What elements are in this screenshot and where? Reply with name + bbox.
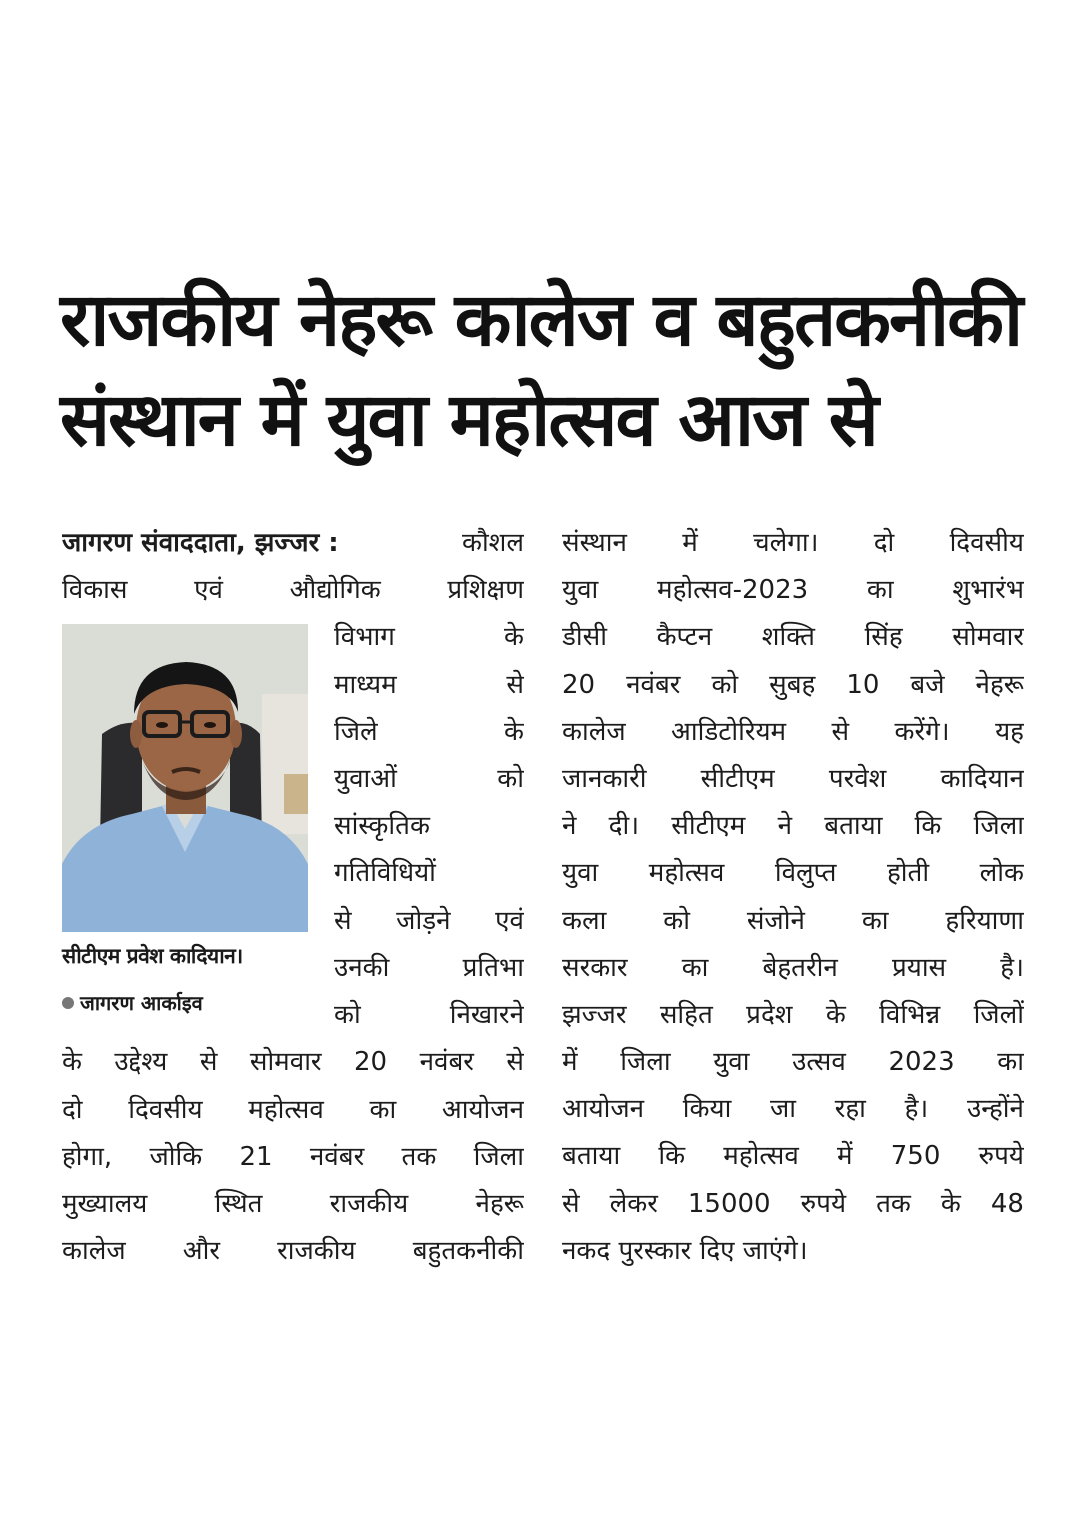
word: माध्यम	[334, 669, 397, 700]
word: कला	[562, 905, 607, 936]
word: प्रयास	[891, 952, 947, 983]
word: 750	[890, 1141, 941, 1172]
word: रुपये	[800, 1188, 847, 1219]
word: डीसी	[562, 622, 607, 653]
word: झज्जर	[562, 999, 627, 1030]
word: नवंबर	[626, 669, 681, 700]
word: दो	[62, 1094, 83, 1125]
word: तक	[876, 1188, 911, 1219]
article-line	[562, 709, 1024, 756]
word: 48	[990, 1188, 1024, 1219]
article-line-text	[334, 662, 524, 709]
word: के	[504, 716, 524, 747]
article-line-text	[562, 803, 1024, 850]
word: उत्सव	[792, 1047, 846, 1078]
word: निखारने	[449, 999, 524, 1030]
word: करेंगे।	[894, 716, 950, 747]
word: युवा	[562, 575, 599, 606]
word: में	[562, 1047, 578, 1078]
word: नेहरू	[975, 669, 1024, 700]
word: 15000	[687, 1188, 771, 1219]
word: ने	[562, 811, 577, 842]
word: 21	[239, 1141, 273, 1172]
word: कि	[658, 1141, 686, 1172]
word: से	[831, 716, 850, 747]
article-line-text	[334, 709, 524, 756]
headline-line-1: राजकीय नेहरू कालेज व बहुतकनीकी	[60, 277, 1022, 363]
word: महोत्सव-2023	[657, 575, 809, 606]
word: बताया	[824, 811, 883, 842]
article-line-text	[62, 1228, 524, 1275]
article-line	[562, 1228, 1024, 1275]
word: जिला	[973, 811, 1024, 842]
article-line-text	[334, 756, 524, 803]
article-line-text	[62, 1181, 524, 1228]
article-line	[562, 1181, 1024, 1228]
article-left-top	[62, 520, 524, 614]
article-line-text	[562, 1086, 1024, 1133]
article-line-text	[562, 1039, 1024, 1086]
word: 20	[354, 1047, 388, 1078]
article-line-text	[562, 898, 1024, 945]
dateline: जागरण संवाददाता, झज्जर :	[62, 528, 339, 558]
article-line	[334, 709, 524, 756]
article-line-text	[334, 898, 524, 945]
article-line	[62, 1228, 524, 1275]
word: जोड़ने	[396, 905, 451, 936]
word: के	[504, 622, 524, 653]
word: ने	[777, 811, 793, 842]
word: जिलों	[973, 999, 1024, 1030]
word: संजोने	[746, 905, 805, 936]
photo-zone	[62, 614, 524, 1039]
word: जिला	[620, 1047, 671, 1078]
article-line-text	[62, 1087, 524, 1134]
word: संस्थान	[562, 528, 627, 558]
word: का	[369, 1094, 397, 1125]
word: जोकि	[149, 1141, 203, 1172]
article-line	[562, 803, 1024, 850]
word: से	[562, 1188, 580, 1219]
word: सोमवार	[249, 1047, 322, 1078]
article-line	[62, 1134, 524, 1181]
word: जिला	[473, 1141, 524, 1172]
word: कि	[914, 811, 942, 842]
word: परवेश	[828, 763, 887, 794]
person-photo	[62, 624, 308, 932]
article-line-text	[62, 1039, 524, 1086]
word: होगा,	[62, 1141, 113, 1172]
word: के	[825, 999, 846, 1030]
word: राजकीय	[329, 1188, 409, 1219]
word: का	[866, 575, 894, 606]
headline	[60, 270, 1030, 470]
article-wrap-column	[334, 614, 524, 1039]
article-line-text: सांस्कृतिक	[334, 811, 430, 842]
word: को	[711, 669, 739, 700]
word: प्रदेश	[746, 999, 793, 1030]
word: कादियान	[940, 763, 1024, 794]
article-line	[562, 1039, 1024, 1086]
word: चलेगा।	[753, 528, 819, 558]
word: जा	[770, 1094, 797, 1125]
word: औद्योगिक	[289, 575, 381, 606]
article-line-text	[562, 1181, 1024, 1228]
word: बहुतकनीकी	[412, 1236, 524, 1267]
word: को	[497, 763, 524, 794]
article-line-text	[562, 709, 1024, 756]
word: से	[506, 669, 524, 700]
article-line	[562, 945, 1024, 992]
word: बेहतरीन	[762, 952, 838, 983]
word: के	[62, 1047, 82, 1078]
word: युवा	[562, 858, 599, 889]
word: सहित	[659, 999, 713, 1030]
word: होती	[887, 858, 930, 889]
word: है।	[1000, 952, 1024, 983]
word: युवा	[713, 1047, 750, 1078]
word: रुपये	[978, 1141, 1024, 1172]
article-line	[562, 662, 1024, 709]
word: कालेज	[62, 1236, 126, 1267]
word: सिंह	[864, 622, 903, 653]
word: से	[506, 1047, 524, 1078]
word: से	[199, 1047, 218, 1078]
article-line	[562, 520, 1024, 567]
word: महोत्सव	[648, 858, 725, 889]
article-line-text	[562, 614, 1024, 661]
word: कैप्टन	[656, 622, 713, 653]
word: शुभारंभ	[952, 575, 1024, 606]
word: विभाग	[334, 622, 395, 653]
word: रहा	[834, 1094, 866, 1125]
article-line-text	[334, 945, 524, 992]
article-line	[62, 1039, 524, 1086]
word: राजकीय	[277, 1236, 356, 1267]
word: लेकर	[609, 1188, 658, 1219]
word: उद्देश्य	[114, 1047, 168, 1078]
article-line-text: गतिविधियों	[334, 858, 436, 889]
word: में	[837, 1141, 853, 1172]
article-line	[62, 1181, 524, 1228]
word: शक्ति	[761, 622, 815, 653]
word: महोत्सव	[248, 1094, 324, 1125]
word: नेहरू	[475, 1188, 524, 1219]
word: आयोजन	[441, 1094, 524, 1125]
article-line	[334, 992, 524, 1039]
word: स्थित	[214, 1188, 263, 1219]
word: नवंबर	[419, 1047, 474, 1078]
article-line-text	[562, 1133, 1024, 1180]
article-line-text	[562, 992, 1024, 1039]
article-line	[562, 992, 1024, 1039]
word: में	[682, 528, 698, 558]
article-line	[562, 614, 1024, 661]
word: महोत्सव	[723, 1141, 799, 1172]
word: दी।	[608, 811, 640, 842]
article-line-text	[334, 992, 524, 1039]
word: 2023	[888, 1047, 955, 1078]
word: जिले	[334, 716, 378, 747]
article-line	[334, 756, 524, 803]
article-line	[62, 567, 524, 614]
article-line	[334, 945, 524, 992]
word: लोक	[979, 858, 1024, 889]
person-photo-illustration	[62, 624, 308, 932]
article-line	[562, 1133, 1024, 1180]
word: जानकारी	[562, 763, 647, 794]
word: यह	[995, 716, 1024, 747]
word: का	[681, 952, 709, 983]
word: आडिटोरियम	[671, 716, 787, 747]
word: 10	[846, 669, 880, 700]
article-line-text	[562, 662, 1024, 709]
word: मुख्यालय	[62, 1188, 148, 1219]
article-line	[334, 662, 524, 709]
article-line-text	[62, 1134, 524, 1181]
word: दिवसीय	[128, 1094, 203, 1125]
word: के	[940, 1188, 961, 1219]
article-line-text: नकद पुरस्कार दिए जाएंगे।	[562, 1235, 808, 1266]
word: बताया	[562, 1141, 621, 1172]
word: सीटीएम	[671, 811, 746, 842]
photo-credit	[62, 980, 203, 1027]
word: का	[861, 905, 889, 936]
word: को	[334, 999, 361, 1030]
word: दो	[873, 528, 895, 558]
word: किया	[682, 1094, 732, 1125]
word: उनकी	[334, 952, 390, 983]
article-column-right	[562, 520, 1024, 1275]
headline-line-2: संस्थान में युवा महोत्सव आज से	[60, 377, 877, 463]
article-column-left	[62, 520, 524, 1275]
word: बजे	[910, 669, 945, 700]
word: से	[334, 905, 352, 936]
article-line-text	[62, 567, 524, 614]
word: सोमवार	[952, 622, 1024, 653]
word: सरकार	[562, 952, 628, 983]
article-line-text	[562, 850, 1024, 897]
word: विकास	[62, 575, 128, 606]
article-line-text	[562, 567, 1024, 614]
article-line	[562, 756, 1024, 803]
word: 20	[562, 669, 596, 700]
photo-credit-text: जागरण आर्काइव	[80, 991, 203, 1016]
photo-caption: सीटीएम प्रवेश कादियान।	[62, 944, 243, 969]
word: विलुप्त	[774, 858, 837, 889]
article-line	[334, 850, 524, 897]
word: तक	[401, 1141, 437, 1172]
word: है।	[904, 1094, 929, 1125]
word: सीटीएम	[700, 763, 775, 794]
article-line-text: कौशल	[461, 528, 524, 558]
article-line	[562, 1086, 1024, 1133]
article-line	[334, 614, 524, 661]
article-line-text	[562, 520, 1024, 567]
word: दिवसीय	[949, 528, 1024, 558]
article-line-text	[562, 756, 1024, 803]
article-line	[562, 850, 1024, 897]
word: हरियाणा	[945, 905, 1024, 936]
article-line-text	[562, 945, 1024, 992]
word: विभिन्न	[879, 999, 941, 1030]
word: उन्होंने	[966, 1094, 1024, 1125]
word: सुबह	[769, 669, 816, 700]
word: को	[663, 905, 690, 936]
word: एवं	[194, 575, 223, 606]
word: युवाओं	[334, 763, 397, 794]
article-line	[334, 898, 524, 945]
word: एवं	[495, 905, 524, 936]
bullet-icon	[62, 997, 74, 1009]
article-line	[562, 567, 1024, 614]
article-left-bottom	[62, 1039, 524, 1275]
article-line	[62, 520, 524, 567]
article-line	[562, 898, 1024, 945]
article-line-text	[334, 614, 524, 661]
word: कालेज	[562, 716, 626, 747]
article-line	[62, 1087, 524, 1134]
word: प्रशिक्षण	[447, 575, 524, 606]
word: प्रतिभा	[462, 952, 524, 983]
word: नवंबर	[309, 1141, 365, 1172]
word: का	[997, 1047, 1024, 1078]
word: और	[182, 1236, 220, 1267]
article-line	[334, 803, 524, 850]
word: आयोजन	[562, 1094, 645, 1125]
